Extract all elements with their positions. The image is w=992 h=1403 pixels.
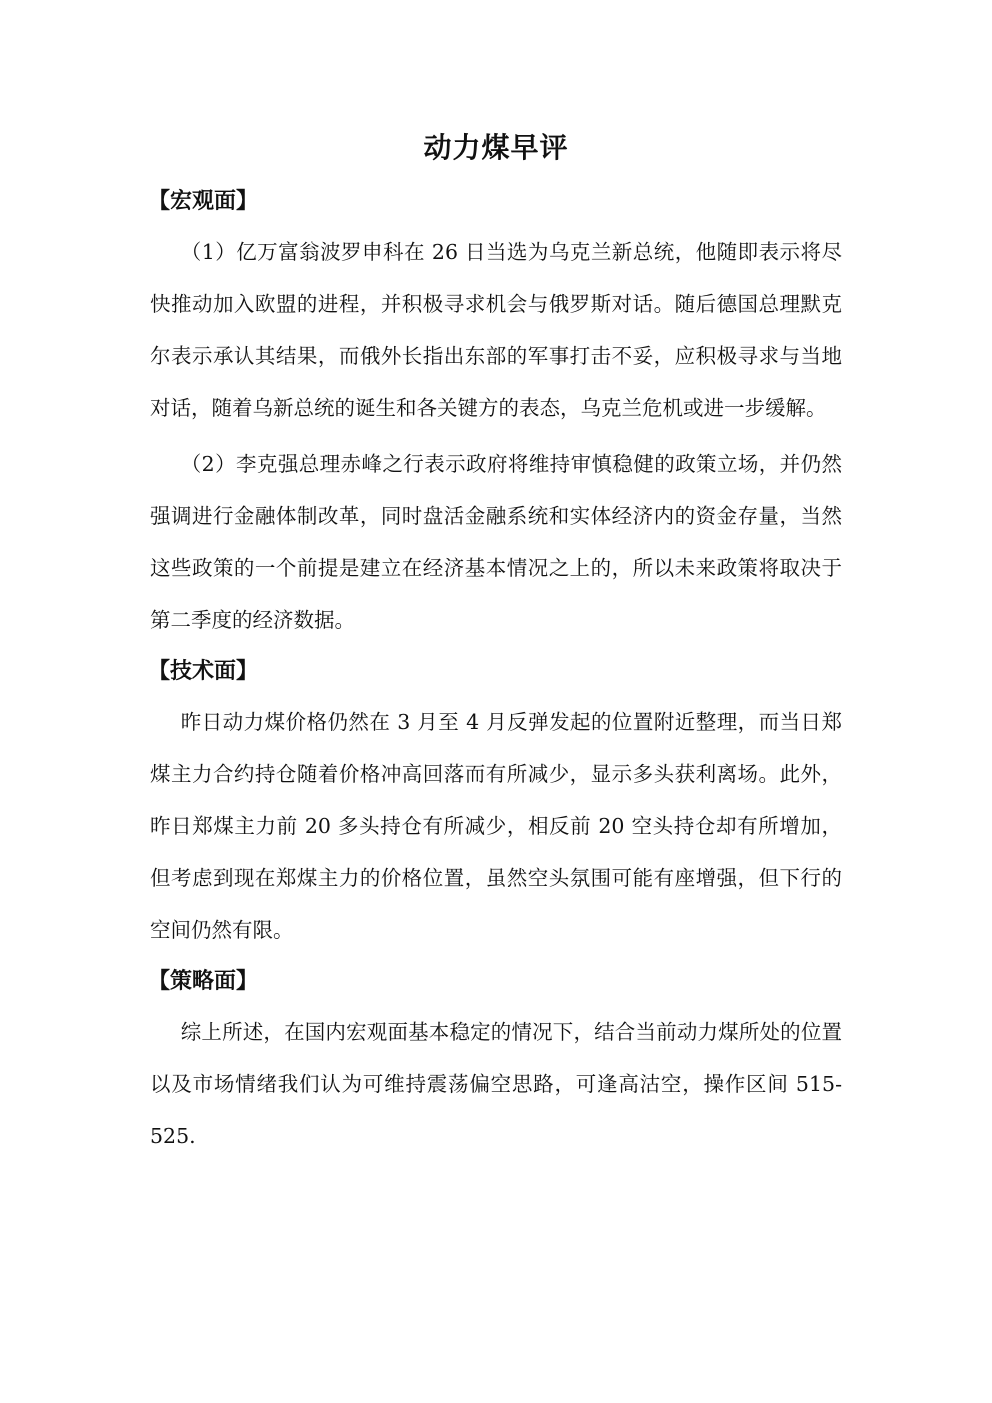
- section-strategy: [150, 962, 842, 1162]
- section-heading-strategy: 【策略面】: [148, 969, 259, 994]
- section-heading-technical: 【技术面】: [148, 659, 259, 684]
- section-heading-macro: 【宏观面】: [148, 189, 259, 214]
- document-title: 动力煤早评: [423, 131, 569, 164]
- document-page: [150, 126, 842, 1168]
- paragraph-macro-1: （1）亿万富翁波罗申科在 26 日当选为乌克兰新总统，他随即表示将尽快推动加入欧盟的进程，并积极寻求机会与俄罗斯对话。随后德国总理默克尔表示承认其结果，而俄外长指出东部的军事打击不妥，应积极寻求与当地对话，随着乌新总统的诞生和各关键方的表态，乌克兰危机或进一步缓解。: [150, 240, 842, 420]
- section-macro: [150, 182, 842, 646]
- paragraph-strategy-1: 综上所述，在国内宏观面基本稳定的情况下，结合当前动力煤所处的位置以及市场情绪我们认为可维持震荡偏空思路，可逢高沽空，操作区间 515-525.: [150, 1020, 842, 1148]
- paragraph-technical-1: 昨日动力煤价格仍然在 3 月至 4 月反弹发起的位置附近整理，而当日郑煤主力合约持仓随着价格冲高回落而有所减少，显示多头获利离场。此外，昨日郑煤主力前 20 多头持仓有所减少，相反前 20 空头持仓却有所增加，但考虑到现在郑煤主力的价格位置，虽然空头氛围可能有座增强，但下行的空间仍然有限。: [150, 710, 842, 942]
- section-technical: [150, 652, 842, 956]
- paragraph-macro-2: （2）李克强总理赤峰之行表示政府将维持审慎稳健的政策立场，并仍然强调进行金融体制改革，同时盘活金融系统和实体经济内的资金存量，当然这些政策的一个前提是建立在经济基本情况之上的，所以未来政策将取决于第二季度的经济数据。: [150, 452, 842, 632]
